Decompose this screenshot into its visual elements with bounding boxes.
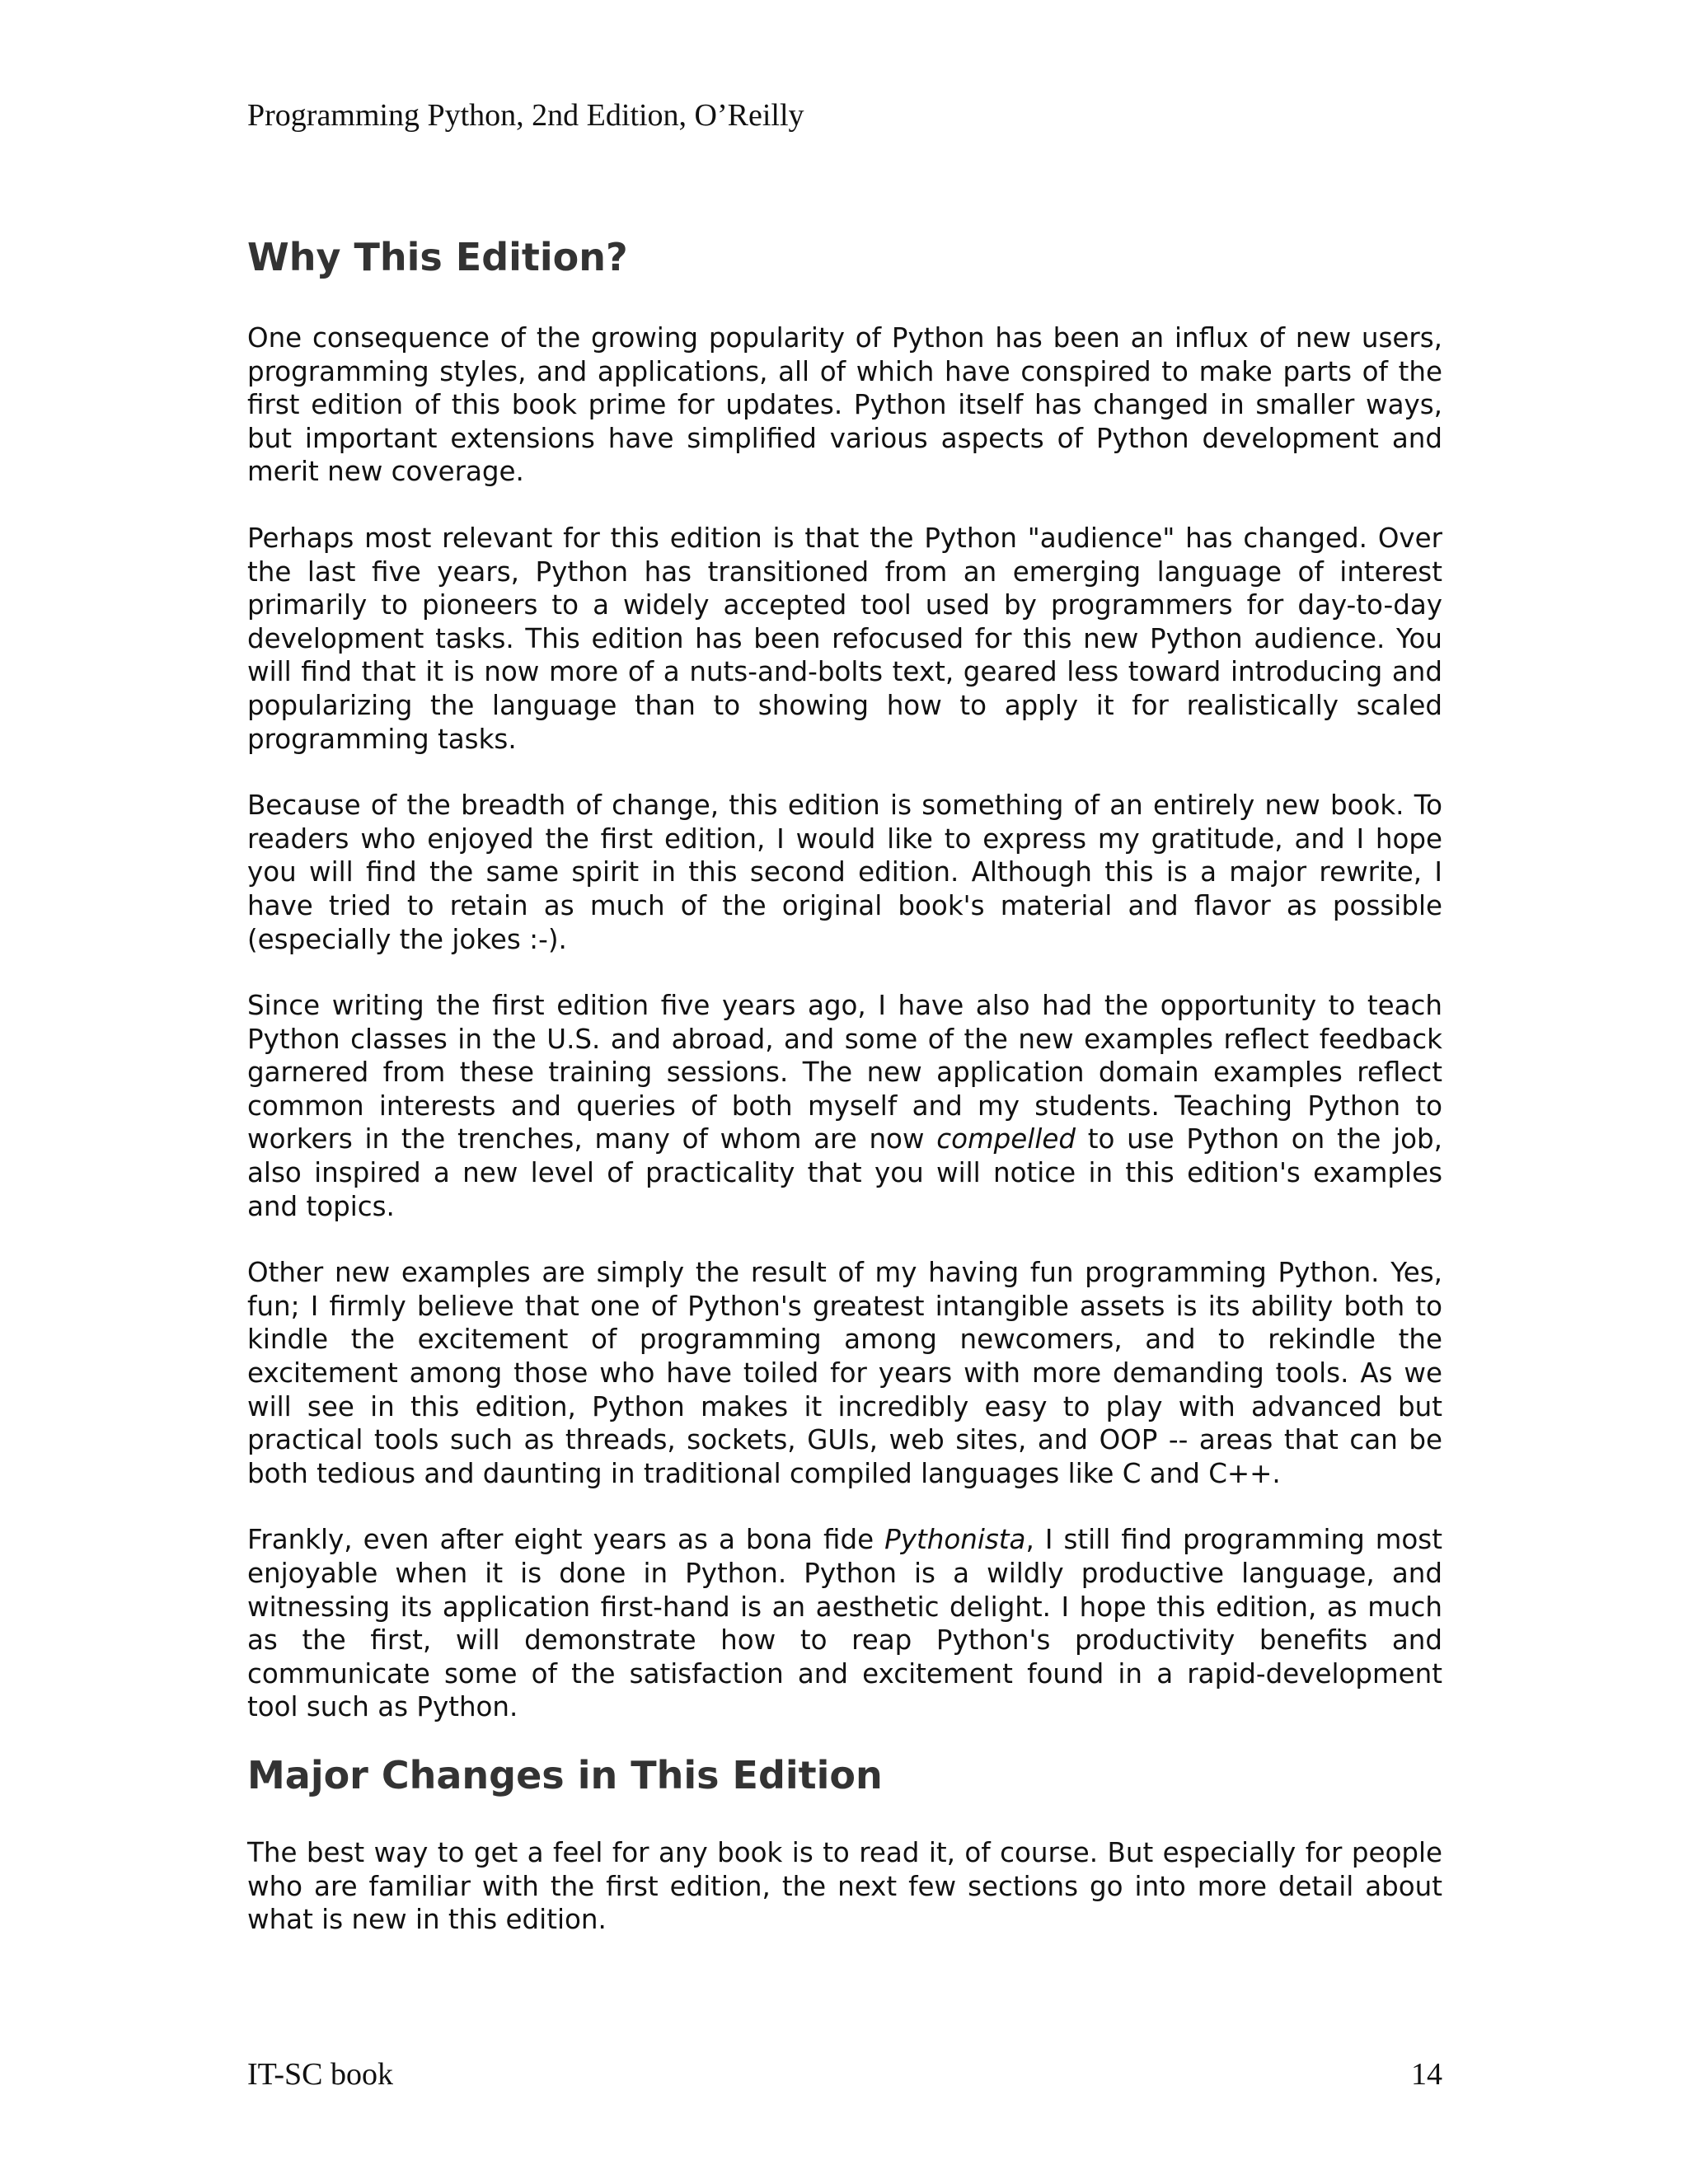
emphasis-text: compelled <box>936 1123 1076 1155</box>
paragraph <box>247 1523 1442 1724</box>
paragraph: Other new examples are simply the result of my having fun programming Python. Yes, fun; I firmly believe that one of Python's greatest intangible assets is its ability both to kindle the excitement of programming among newcomers, and to rekindle the excitement among those who have toiled for years with more demanding tools. As we will see in this edition, Python makes it incredibly easy to play with advanced but practical tools such as threads, sockets, GUIs, web sites, and OOP -- areas that can be both tedious and daunting in traditional compiled languages like C and C++. <box>247 1257 1442 1489</box>
paragraph: The best way to get a feel for any book is to read it, of course. But especially for people who are familiar with the first edition, the next few sections go into more detail about what is new in this edition. <box>247 1836 1442 1936</box>
section-heading-major-changes: Major Changes in This Edition <box>247 1752 883 1797</box>
paragraph-text: Frankly, even after eight years as a bona fide <box>247 1524 885 1556</box>
paragraph-text: Since writing the first edition five years ago, I have also had the opportunity to teach Python classes in the U.S. and abroad, and some of the new examples reflect feedback garnered from these training sessions. The new application domain examples reflect common interests and queries of both myself and my students. Teaching Python to workers in the trenches, many of whom are now <box>247 990 1442 1155</box>
section-heading-why-this-edition: Why This Edition? <box>247 235 628 279</box>
paragraph: Because of the breadth of change, this edition is something of an entirely new book. To readers who enjoyed the first edition, I would like to express my gratitude, and I hope you will find the same spirit in this second edition. Although this is a major rewrite, I have tried to retain as much of the original book's material and flavor as possible (especially the jokes :-). <box>247 790 1442 955</box>
paragraph: One consequence of the growing popularity of Python has been an influx of new users, programming styles, and applications, all of which have conspired to make parts of the first edition of this book prime for updates. Python itself has changed in smaller ways, but important extensions have simplified various aspects of Python development and merit new coverage. <box>247 322 1442 488</box>
running-header: Programming Python, 2nd Edition, O’Reilly <box>247 98 804 133</box>
page-body <box>247 232 1442 1937</box>
paragraph-text: , I still find programming most enjoyable when it is done in Python. Python is a wildly productive language, and witnessing its application first-hand is an aesthetic delight. I hope this edition, as much as the first, will demonstrate how to reap Python's productivity benefits and communicate some of the satisfaction and excitement found in a rapid-development tool such as Python. <box>247 1524 1442 1723</box>
emphasis-text: Pythonista <box>884 1524 1026 1556</box>
paragraph-text: to use Python on the job, also inspired a new level of practicality that you will notice in this edition's examples and topics. <box>247 1123 1442 1222</box>
paragraph <box>247 989 1442 1223</box>
footer-source: IT-SC book <box>247 2057 394 2092</box>
page-number: 14 <box>1411 2057 1442 2092</box>
paragraph: Perhaps most relevant for this edition is that the Python "audience" has changed. Over the last five years, Python has transitioned from an emerging language of interest primarily to pioneers to a widely accepted tool used by programmers for day-to-day development tasks. This edition has been refocused for this new Python audience. You will find that it is now more of a nuts-and-bolts text, geared less toward introducing and popularizing the language than to showing how to apply it for realistically scaled programming tasks. <box>247 522 1442 755</box>
